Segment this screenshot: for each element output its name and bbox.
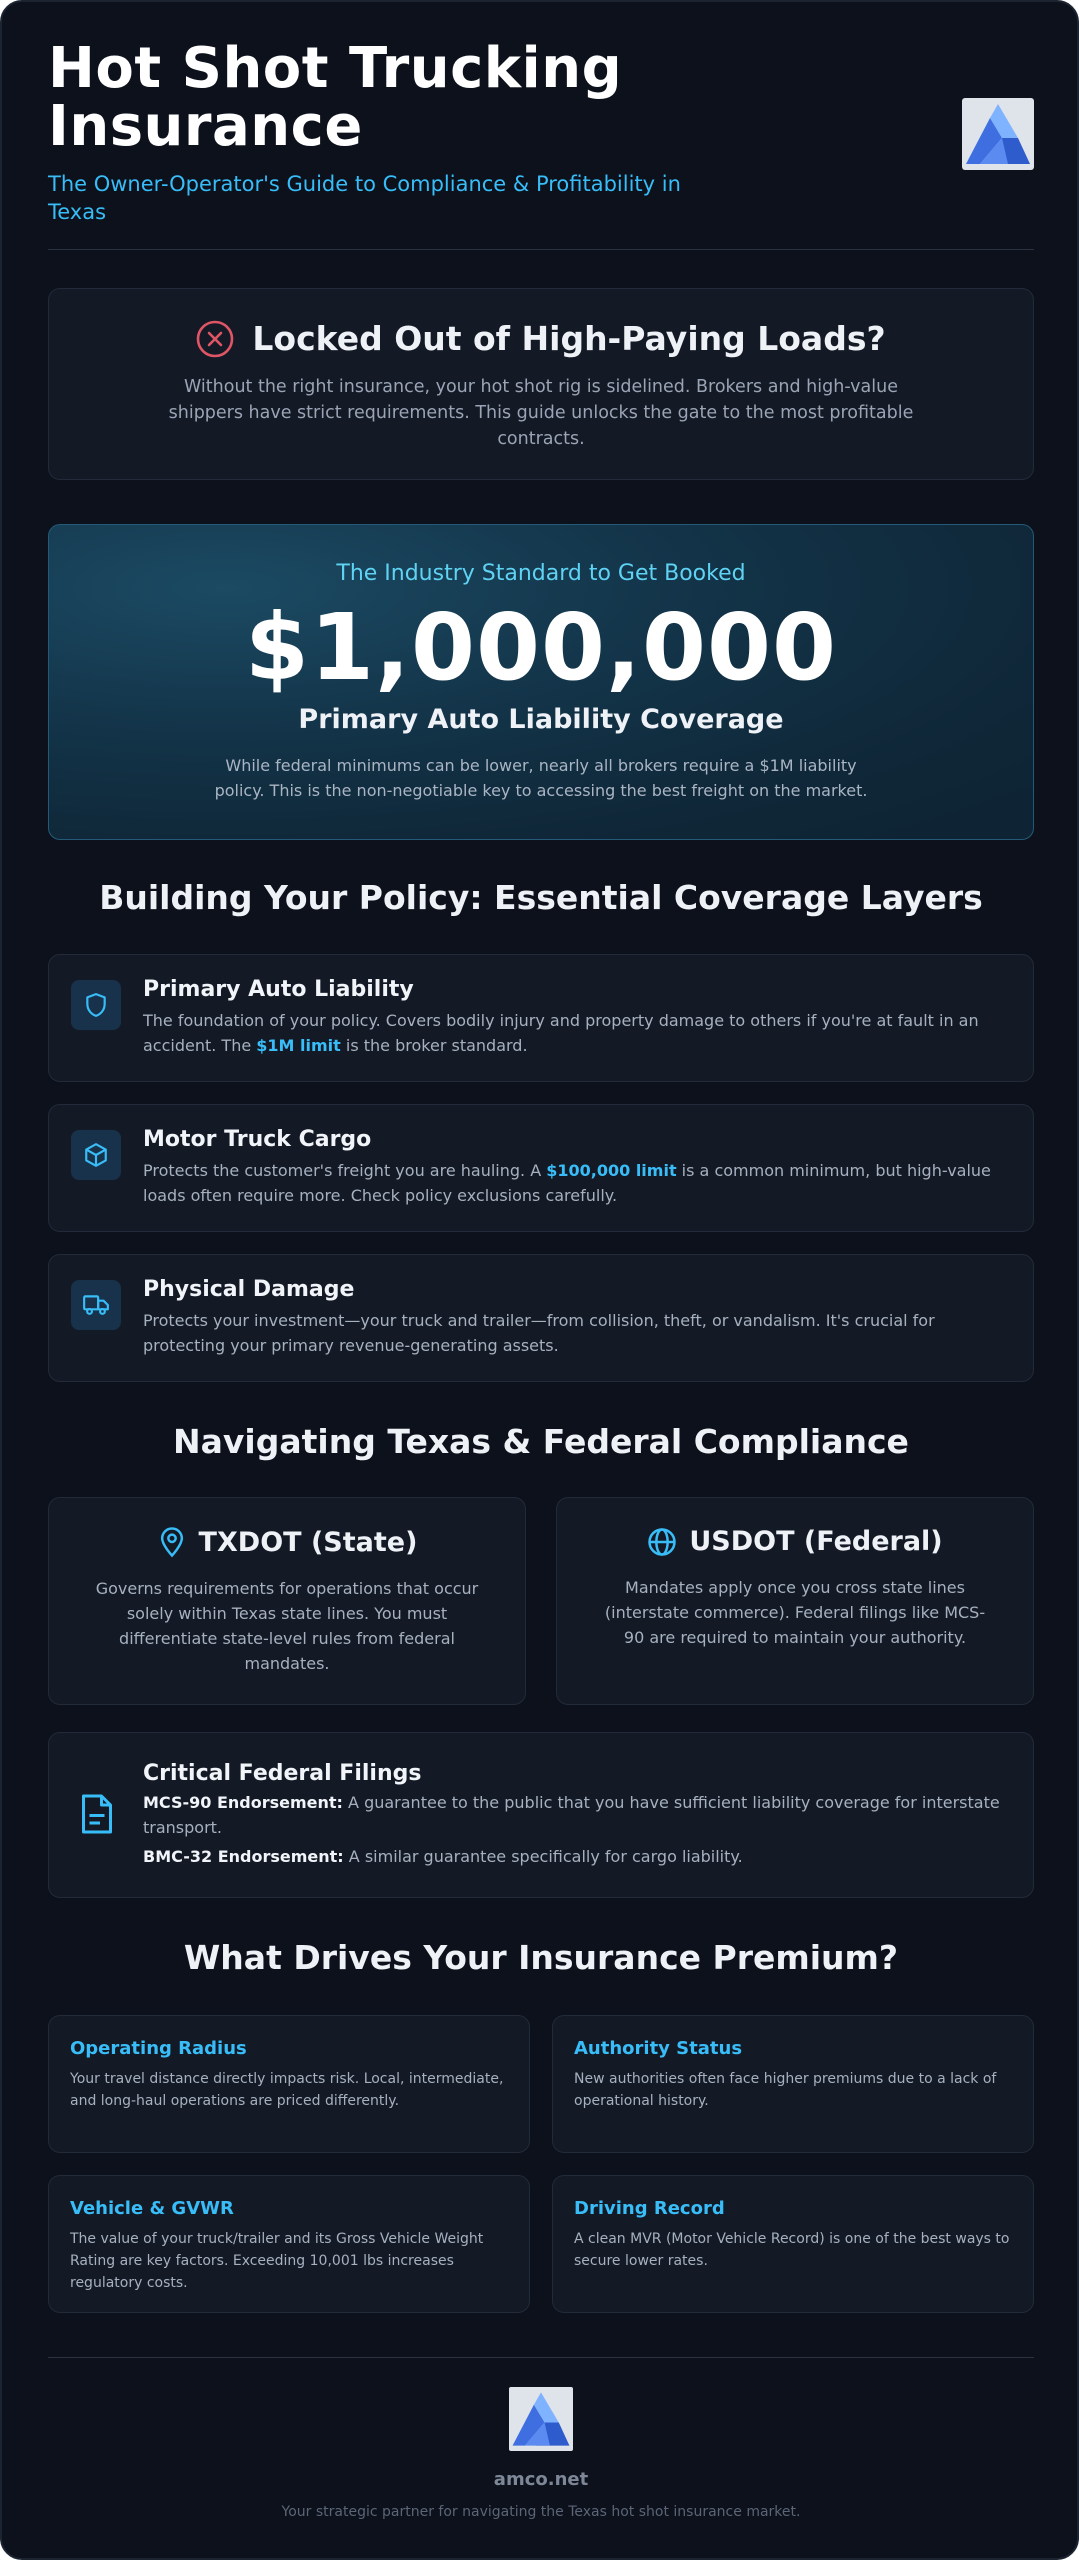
footer-divider <box>48 2357 1034 2358</box>
premium-factor-radius <box>48 2015 530 2153</box>
filing-text: A similar guarantee specifically for cargo liability. <box>343 1847 743 1866</box>
factor-title: Authority Status <box>574 2038 743 2059</box>
filing-label: BMC-32 Endorsement: <box>143 1847 344 1866</box>
premium-factor-vehicle <box>48 2175 530 2313</box>
locked-out-heading <box>49 319 1033 358</box>
filing-mcs90 <box>143 1790 1003 1840</box>
usdot-title: USDOT (Federal) <box>689 1526 943 1557</box>
x-circle-icon <box>196 320 234 358</box>
txdot-card <box>48 1497 526 1705</box>
footer-site-link[interactable]: amco.net <box>493 2469 589 2490</box>
factor-text: The value of your truck/trailer and its Gross Vehicle Weight Rating are key factors. Exceeding 10,001 lbs increases regulatory costs. <box>70 2231 484 2291</box>
coverage-item-liability <box>48 954 1034 1082</box>
box-icon <box>71 1130 121 1180</box>
coverage-highlight: $1M limit <box>256 1036 341 1055</box>
coverage-text <box>143 1158 1003 1208</box>
compliance-section-title: Navigating Texas & Federal Compliance <box>173 1422 909 1461</box>
hero-amount: $1,000,000 <box>244 594 837 701</box>
page-title: Hot Shot Trucking Insurance <box>48 36 623 159</box>
factor-title: Operating Radius <box>70 2038 247 2059</box>
filing-text: A guarantee to the public that you have sufficient liability coverage for interstate transport. <box>143 1793 1000 1837</box>
coverage-title: Motor Truck Cargo <box>143 1127 372 1152</box>
brand-logo <box>962 98 1034 170</box>
filings-title: Critical Federal Filings <box>143 1761 422 1786</box>
header-divider <box>48 249 1034 250</box>
locked-out-card <box>48 288 1034 480</box>
locked-out-title: Locked Out of High-Paying Loads? <box>252 319 886 358</box>
factor-title: Driving Record <box>574 2198 725 2219</box>
map-pin-icon <box>157 1526 187 1558</box>
coverage-item-physical-damage <box>48 1254 1034 1382</box>
footer-tagline: Your strategic partner for navigating the Texas hot shot insurance market. <box>281 2504 801 2520</box>
hero-label: Primary Auto Liability Coverage <box>298 704 784 735</box>
shield-icon <box>71 980 121 1030</box>
txdot-title: TXDOT (State) <box>198 1526 418 1558</box>
document-icon <box>79 1793 115 1839</box>
header <box>48 36 1034 250</box>
factor-text: New authorities often face higher premiums due to a lack of operational history. <box>574 2071 997 2109</box>
coverage-text <box>143 1008 1003 1058</box>
premium-factor-driving-record <box>552 2175 1034 2313</box>
coverage-text-part: is the broker standard. <box>340 1036 528 1055</box>
coverage-text-part: is a common minimum, but high-value loads often require more. Check policy exclusions carefully. <box>143 1161 991 1205</box>
logo-mark-icon <box>509 2387 573 2451</box>
factor-title: Vehicle & GVWR <box>70 2198 234 2219</box>
usdot-card <box>556 1497 1034 1705</box>
coverage-text-part: Protects the customer's freight you are hauling. A <box>143 1161 547 1180</box>
coverage-text: Protects your investment—your truck and trailer—from collision, theft, or vandalism. It's crucial for protecting your primary revenue-generating assets. <box>143 1311 935 1355</box>
premium-factor-authority <box>552 2015 1034 2153</box>
page-subtitle: The Owner-Operator's Guide to Compliance & Profitability in Texas <box>48 172 681 224</box>
locked-out-text: Without the right insurance, your hot shot rig is sidelined. Brokers and high-value shippers have strict requirements. This guide unlocks the gate to the most profitable contracts. <box>168 377 914 449</box>
filing-label: MCS-90 Endorsement: <box>143 1793 343 1812</box>
txdot-text: Governs requirements for operations that occur solely within Texas state lines. You must differentiate state-level rules from federal mandates. <box>95 1579 479 1673</box>
factor-text: Your travel distance directly impacts risk. Local, intermediate, and long-haul operations are priced differently. <box>70 2071 504 2109</box>
globe-icon <box>647 1527 677 1557</box>
truck-icon <box>71 1280 121 1330</box>
logo-mark-icon <box>962 98 1034 170</box>
coverage-highlight: $100,000 limit <box>546 1161 677 1180</box>
coverage-item-cargo <box>48 1104 1034 1232</box>
federal-filings-card <box>48 1732 1034 1898</box>
footer-logo <box>509 2387 573 2451</box>
hero-text: While federal minimums can be lower, nearly all brokers require a $1M liability policy. This is the non-negotiable key to accessing the best freight on the market. <box>214 756 868 800</box>
premium-section-title: What Drives Your Insurance Premium? <box>183 1938 899 1977</box>
filing-bmc32 <box>143 1844 1003 1869</box>
coverage-section-title: Building Your Policy: Essential Coverage Layers <box>99 878 983 917</box>
factor-text: A clean MVR (Motor Vehicle Record) is one of the best ways to secure lower rates. <box>574 2231 1010 2269</box>
coverage-title: Physical Damage <box>143 1277 355 1302</box>
hero-kicker: The Industry Standard to Get Booked <box>336 561 746 586</box>
footer <box>48 2387 1034 2520</box>
usdot-text: Mandates apply once you cross state lines (interstate commerce). Federal filings like MCS-90 are required to maintain your authority. <box>604 1578 986 1647</box>
coverage-title: Primary Auto Liability <box>143 977 414 1002</box>
coverage-text-part: The foundation of your policy. Covers bodily injury and property damage to others if you're at fault in an accident. The <box>143 1011 979 1055</box>
hero-coverage-card <box>48 524 1034 840</box>
